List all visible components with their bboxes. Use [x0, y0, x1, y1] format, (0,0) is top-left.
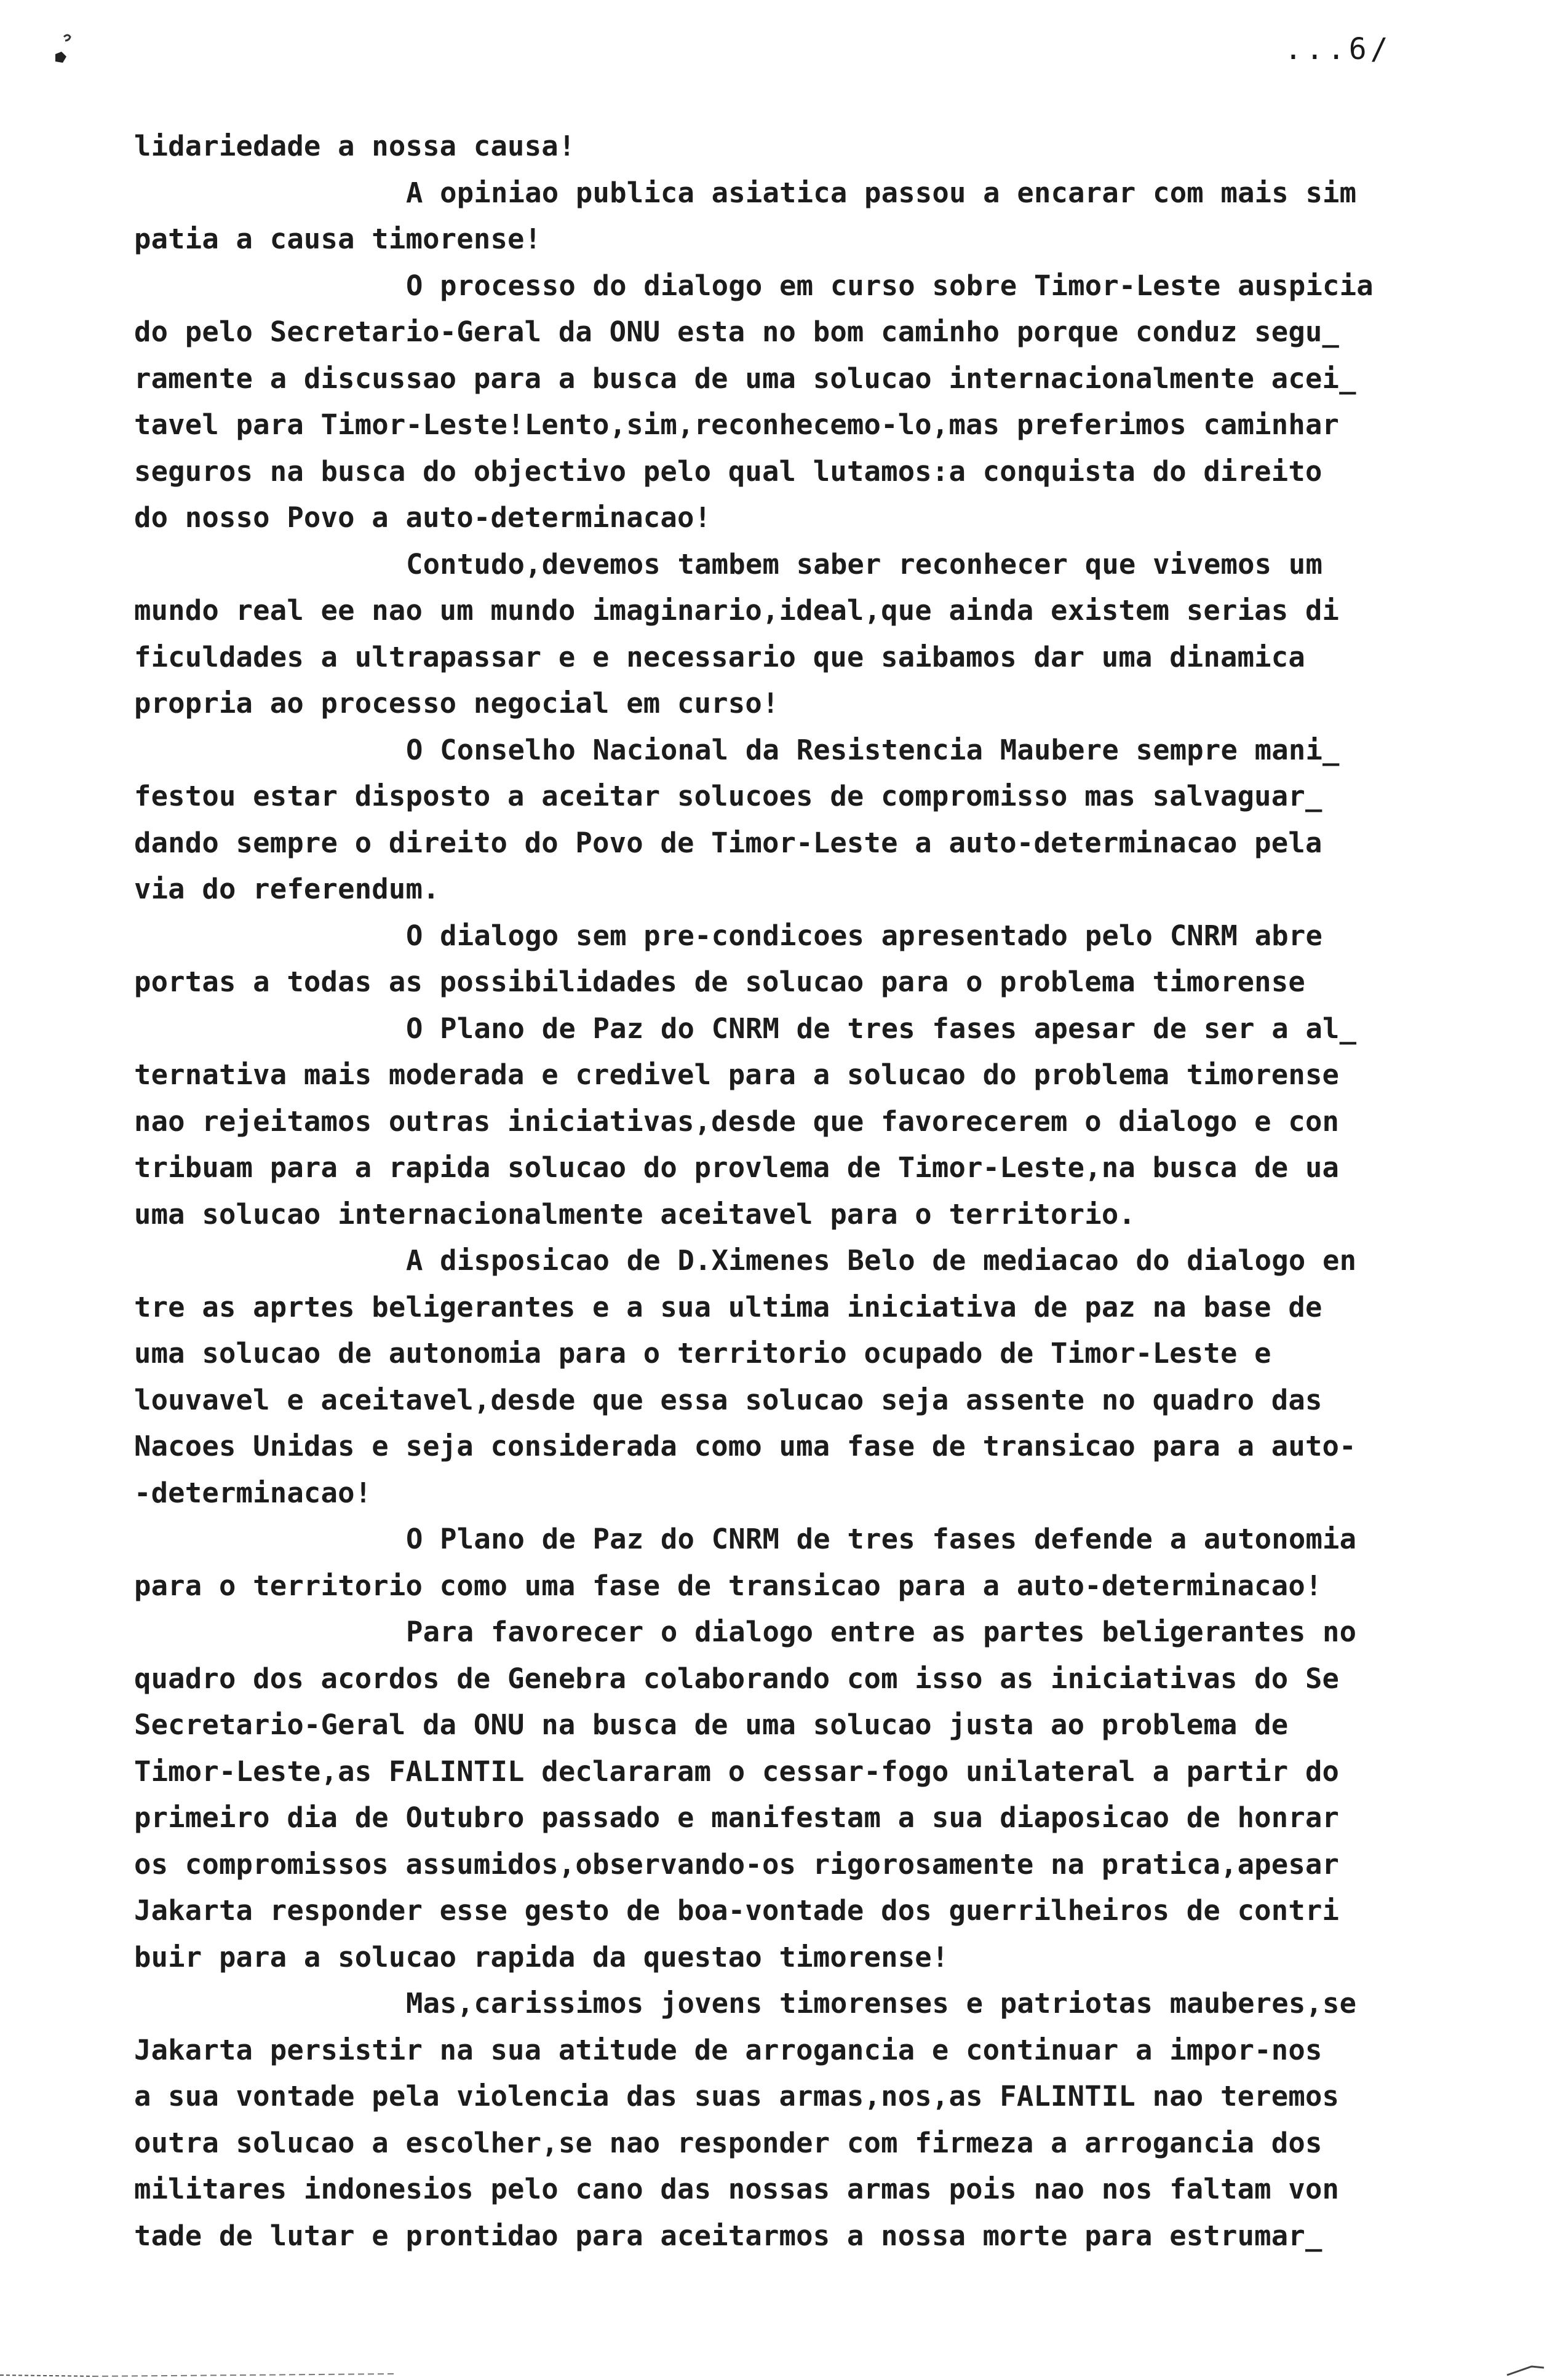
text-line: O Plano de Paz do CNRM de tres fases apesar de ser a al_	[406, 1012, 1357, 1045]
text-line: Para favorecer o dialogo entre as partes beligerantes no	[406, 1616, 1357, 1648]
text-line: ficuldades a ultrapassar e e necessario que saibamos dar uma dinamica	[134, 640, 1305, 673]
text-line: buir para a solucao rapida da questao timorense!	[134, 1940, 949, 1973]
text-line: os compromissos assumidos,observando-os rigorosamente na pratica,apesar	[134, 1847, 1340, 1881]
text-line: militares indonesios pelo cano das nossas armas pois nao nos faltam von	[134, 2173, 1340, 2205]
text-line: nao rejeitamos outras iniciativas,desde que favorecerem o dialogo e con	[134, 1105, 1340, 1138]
page-reference: ...6/	[1284, 32, 1392, 66]
text-line: tre as aprtes beligerantes e a sua ultima iniciativa de paz na base de	[134, 1290, 1322, 1323]
text-line: mundo real ee nao um mundo imaginario,ideal,que ainda existem serias di	[134, 594, 1340, 627]
text-line: via do referendum.	[134, 873, 440, 905]
text-line: para o territorio como uma fase de transicao para a auto-determinacao!	[134, 1569, 1322, 1602]
text-line: patia a causa timorense!	[134, 223, 542, 255]
text-line: festou estar disposto a aceitar solucoes de compromisso mas salvaguar_	[134, 780, 1322, 812]
text-line: a sua vontade pela violencia das suas armas,nos,as FALINTIL nao teremos	[134, 2080, 1340, 2112]
body-text	[134, 123, 1512, 2259]
text-line: primeiro dia de Outubro passado e manifestam a sua diaposicao de honrar	[134, 1801, 1340, 1834]
text-line: uma solucao internacionalmente aceitavel para o territorio.	[134, 1197, 1136, 1231]
text-line: do pelo Secretario-Geral da ONU esta no bom caminho porque conduz segu_	[134, 315, 1340, 348]
text-line: O dialogo sem pre-condicoes apresentado pelo CNRM abre	[406, 919, 1323, 952]
text-line: Nacoes Unidas e seja considerada como uma fase de transicao para a auto-	[134, 1430, 1356, 1462]
text-line: A disposicao de D.Ximenes Belo de mediacao do dialogo en	[406, 1244, 1357, 1277]
text-line: quadro dos acordos de Genebra colaborando com isso as iniciativas do Se	[134, 1662, 1340, 1695]
text-line: Secretario-Geral da ONU na busca de uma solucao justa ao problema de	[134, 1708, 1289, 1741]
text-line: do nosso Povo a auto-determinacao!	[134, 501, 712, 534]
bottom-edge-marks	[0, 2363, 1555, 2380]
text-line: lidariedade a nossa causa!	[134, 130, 576, 162]
text-line: seguros na busca do objectivo pelo qual lutamos:a conquista do direito	[134, 454, 1322, 488]
text-line: ternativa mais moderada e credivel para a solucao do problema timorense	[134, 1058, 1340, 1091]
text-line: louvavel e aceitavel,desde que essa solucao seja assente no quadro das	[134, 1383, 1322, 1416]
text-line: Jakarta persistir na sua atitude de arrogancia e continuar a impor-nos	[134, 2033, 1322, 2066]
text-line: -determinacao!	[134, 1476, 372, 1509]
text-line: uma solucao de autonomia para o territorio ocupado de Timor-Leste e	[134, 1337, 1271, 1370]
text-line: tade de lutar e prontidao para aceitarmos a nossa morte para estrumar_	[134, 2219, 1322, 2252]
text-line: A opiniao publica asiatica passou a encarar com mais sim	[406, 176, 1357, 209]
text-line: dando sempre o direito do Povo de Timor-Leste a auto-determinacao pela	[134, 826, 1322, 859]
text-line: Jakarta responder esse gesto de boa-vontade dos guerrilheiros de contri	[134, 1894, 1340, 1927]
text-line: tribuam para a rapida solucao do provlema de Timor-Leste,na busca de ua	[134, 1151, 1340, 1184]
text-line: portas a todas as possibilidades de solucao para o problema timorense	[134, 966, 1305, 998]
text-line: O Conselho Nacional da Resistencia Maubere sempre mani_	[406, 733, 1340, 766]
text-line: propria ao processo negocial em curso!	[134, 687, 779, 720]
text-line: Timor-Leste,as FALINTIL declararam o cessar-fogo unilateral a partir do	[134, 1755, 1340, 1788]
ink-mark-icon	[43, 25, 80, 74]
text-line: O Plano de Paz do CNRM de tres fases defende a autonomia	[406, 1523, 1357, 1555]
text-line: Mas,carissimos jovens timorenses e patriotas mauberes,se	[406, 1987, 1357, 2020]
text-line: Contudo,devemos tambem saber reconhecer que vivemos um	[406, 547, 1323, 581]
text-line: outra solucao a escolher,se nao responder com firmeza a arrogancia dos	[134, 2126, 1322, 2159]
text-line: ramente a discussao para a busca de uma solucao internacionalmente acei_	[134, 362, 1356, 395]
text-line: tavel para Timor-Leste!Lento,sim,reconhecemo-lo,mas preferimos caminhar	[134, 408, 1340, 441]
text-line: O processo do dialogo em curso sobre Timor-Leste auspicia	[406, 269, 1374, 302]
